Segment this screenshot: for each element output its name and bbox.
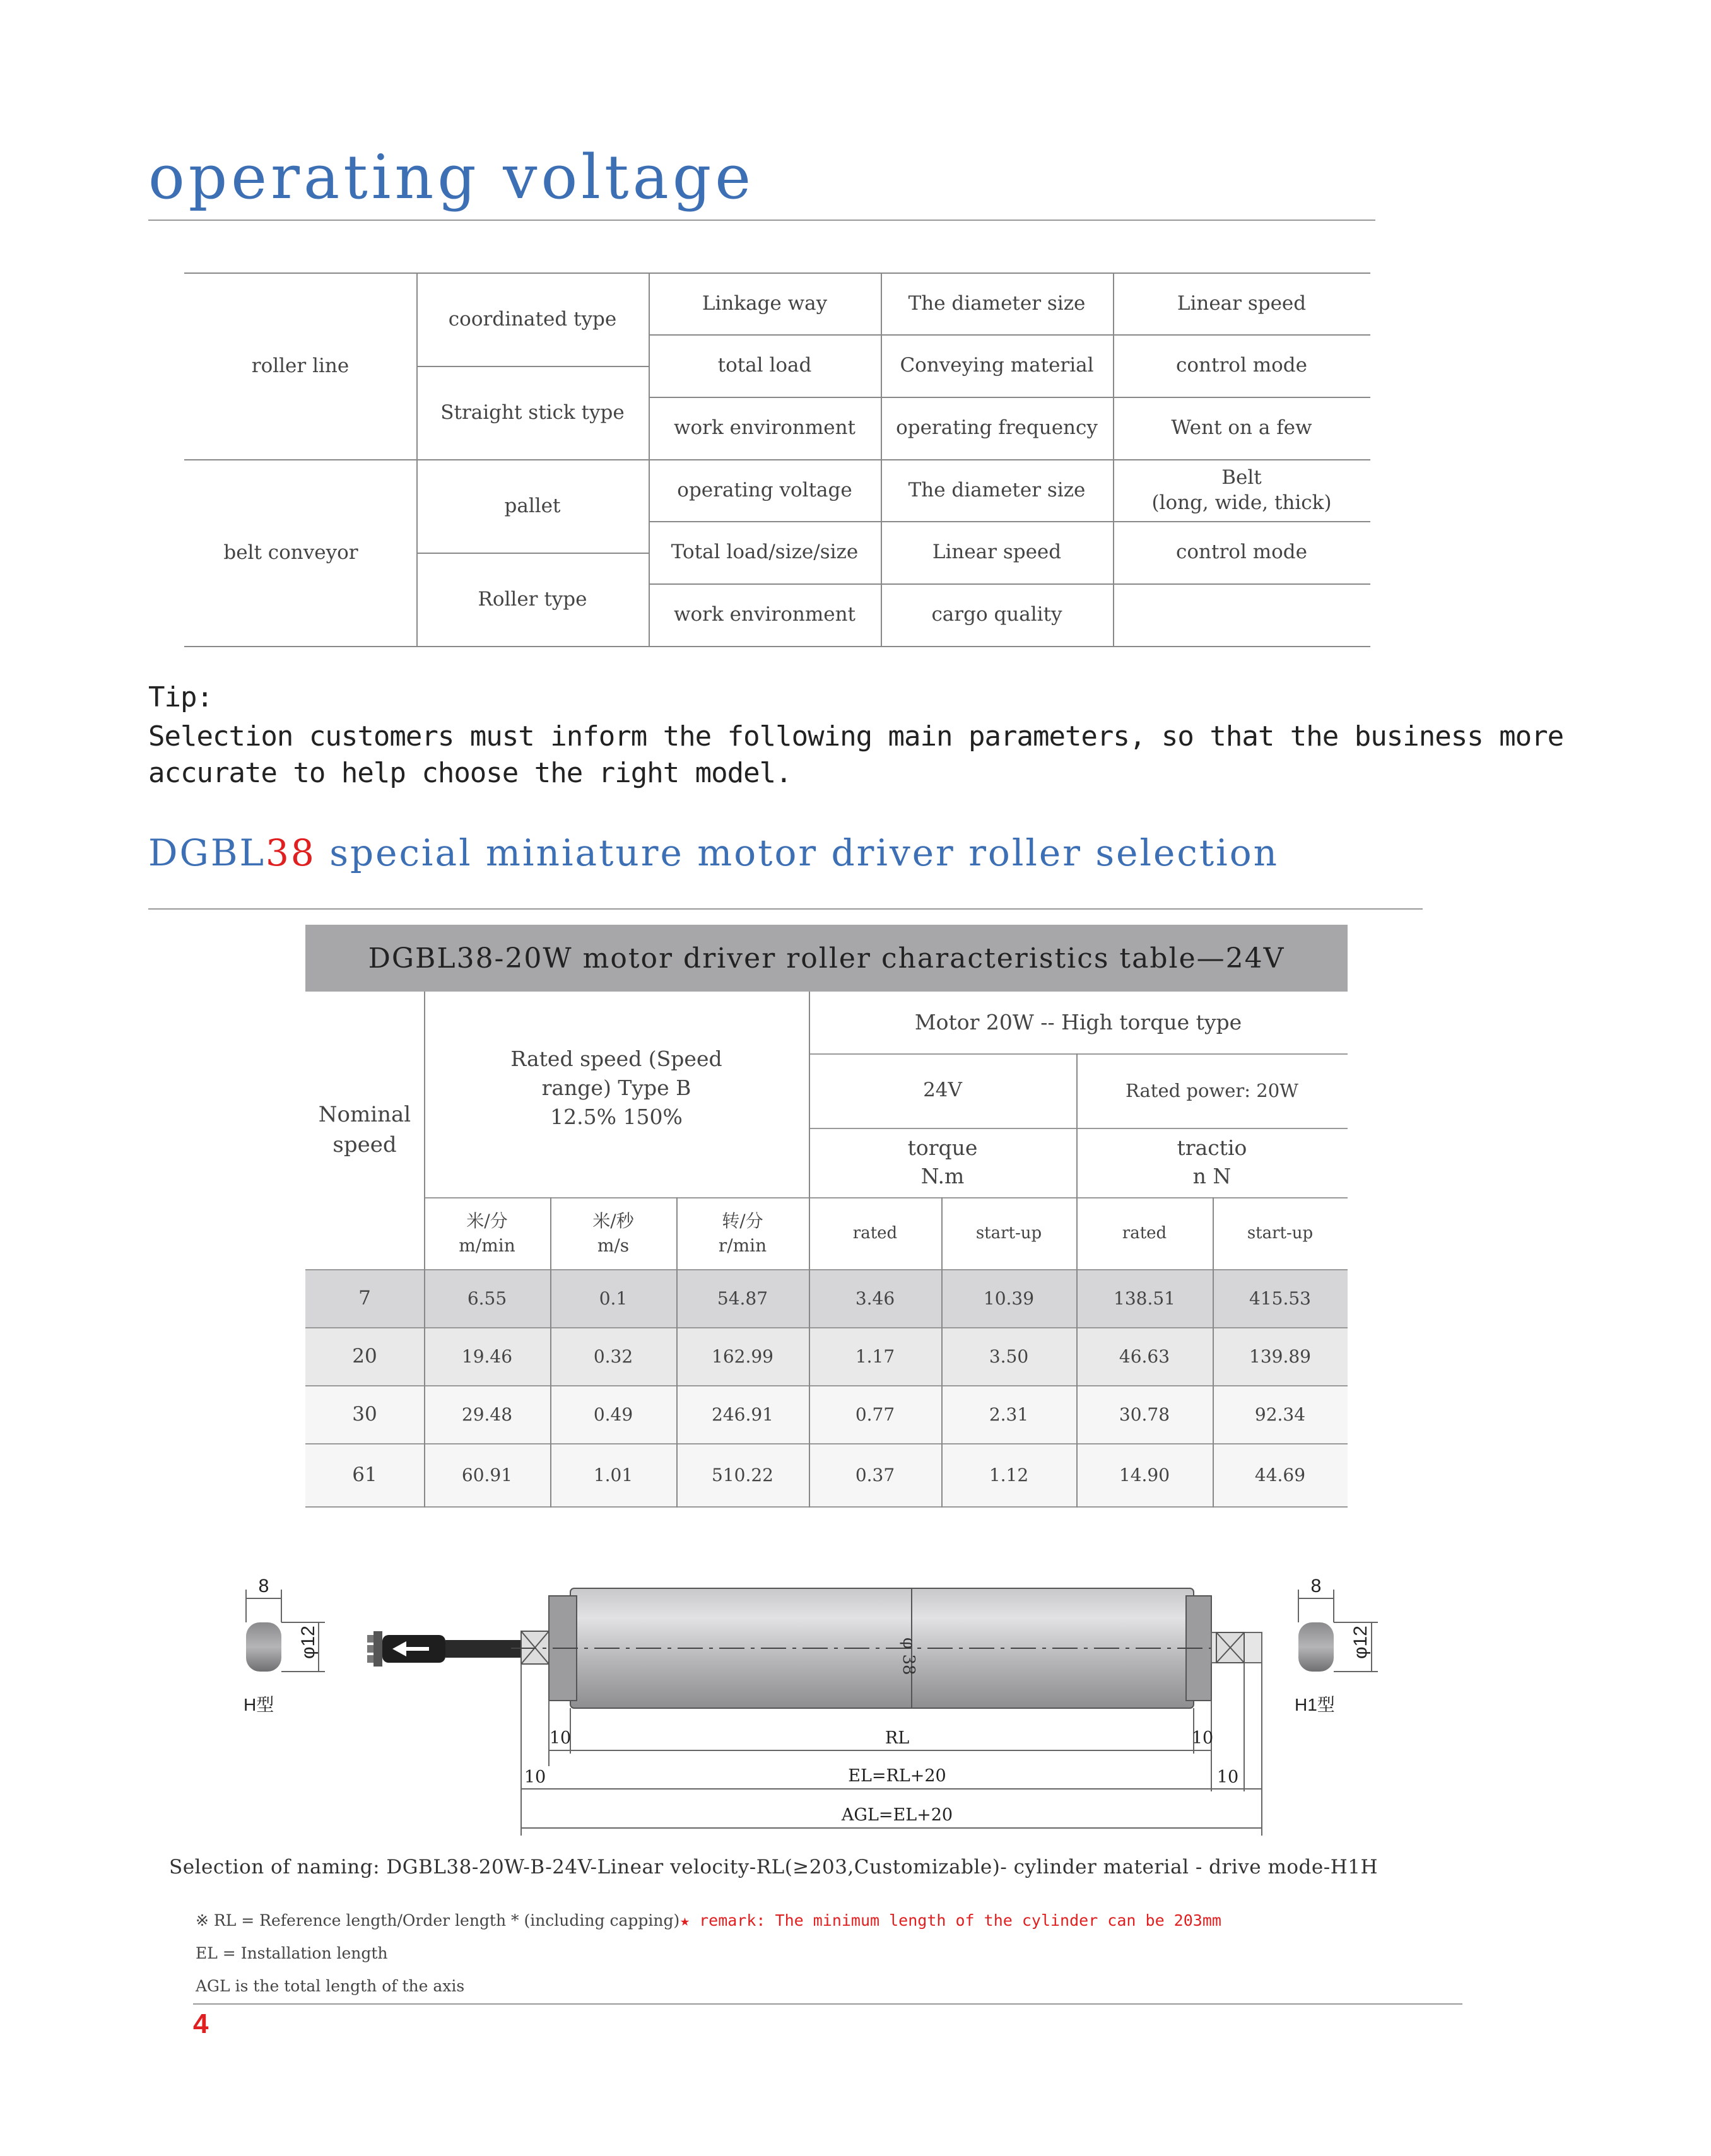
- table-cell: 0.32: [593, 1346, 633, 1368]
- category-belt-conveyor: belt conveyor: [223, 541, 358, 564]
- page-number: 4: [193, 2008, 209, 2039]
- param-cell: The diameter size: [908, 291, 1086, 315]
- table-cell: 139.89: [1249, 1346, 1311, 1368]
- type-straight-stick: Straight stick type: [440, 401, 625, 424]
- torque-startup-header: start-up: [975, 1223, 1042, 1243]
- param-cell: Total load/size/size: [671, 541, 859, 564]
- voltage-header: 24V: [923, 1079, 962, 1102]
- cable: [445, 1640, 521, 1658]
- param-cell: control mode: [1176, 354, 1307, 377]
- dim-rl: RL: [885, 1728, 910, 1748]
- table-cell: 0.49: [593, 1404, 633, 1426]
- right-end-width: 8: [1310, 1576, 1322, 1596]
- table-cell: 138.51: [1114, 1288, 1175, 1309]
- dim-agl: AGL=EL+20: [841, 1805, 953, 1825]
- dim-right-10-upper: 10: [1191, 1728, 1214, 1748]
- dim-left-10-lower: 10: [524, 1767, 546, 1787]
- left-end-width: 8: [258, 1576, 269, 1596]
- type-coordinated: coordinated type: [448, 307, 617, 331]
- table-cell: 10.39: [983, 1288, 1035, 1309]
- nominal-speed-cell: 20: [352, 1345, 377, 1368]
- table-cell: 19.46: [461, 1346, 513, 1368]
- table-cell: 0.77: [855, 1404, 895, 1426]
- right-end-diameter: φ12: [1350, 1626, 1371, 1659]
- roller-diagram: [189, 1564, 1451, 1842]
- table-cell: 14.90: [1119, 1465, 1170, 1486]
- selection-parameters-table: [184, 272, 1370, 647]
- table-cell: 60.91: [461, 1465, 513, 1486]
- unit-header-m-s: [550, 1197, 676, 1269]
- dim-right-10-lower: 10: [1216, 1767, 1239, 1787]
- page-title: operating voltage: [148, 142, 755, 213]
- param-cell: operating voltage: [677, 478, 852, 501]
- param-cell: The diameter size: [908, 478, 1086, 501]
- unit-zh: 米/分: [466, 1210, 508, 1231]
- unit-zh: 米/秒: [592, 1210, 634, 1231]
- param-cell: work environment: [673, 416, 856, 440]
- param-cell: [1113, 583, 1370, 646]
- unit-en: m/min: [459, 1235, 515, 1256]
- note-rl: ※ RL = Reference length/Order length * (including capping): [196, 1911, 680, 1930]
- nominal-speed-cell: 61: [352, 1463, 377, 1487]
- note-remark: ★ remark: The minimum length of the cylinder can be 203mm: [680, 1911, 1221, 1930]
- right-end-label: H1型: [1295, 1695, 1335, 1714]
- tube-diameter: φ 38: [899, 1638, 918, 1675]
- left-end-shape: [246, 1622, 281, 1672]
- unit-en: r/min: [718, 1235, 767, 1256]
- param-cell: Went on a few: [1171, 416, 1312, 440]
- table-cell: 92.34: [1254, 1404, 1306, 1426]
- param-cell: work environment: [673, 603, 856, 626]
- nominal-speed-cell: 30: [352, 1403, 377, 1426]
- tip-line-1: Selection customers must inform the following main parameters, so that the business more: [148, 720, 1564, 753]
- title-divider: [148, 220, 1375, 221]
- left-end-view: [244, 1576, 325, 1714]
- table-title: DGBL38-20W motor driver roller characteristics table—24V: [305, 925, 1348, 992]
- table-cell: 415.53: [1249, 1288, 1311, 1309]
- table-cell: 246.91: [712, 1404, 773, 1426]
- param-cell: Linkage way: [702, 291, 828, 315]
- motor-header: Motor 20W -- High torque type: [914, 1009, 1242, 1034]
- table-cell: 29.48: [461, 1404, 513, 1426]
- traction-header: tractio n N: [1177, 1135, 1247, 1188]
- naming-rule: Selection of naming: DGBL38-20W-B-24V-Linear velocity-RL(≥203,Customizable)- cylinder material - drive mode-H1H: [169, 1856, 1378, 1878]
- table-cell: 1.17: [855, 1346, 895, 1368]
- table-cell: 46.63: [1119, 1346, 1170, 1368]
- table-cell: 6.55: [467, 1288, 507, 1309]
- left-end-diameter: φ12: [298, 1626, 319, 1659]
- tip-line-2: accurate to help choose the right model.: [148, 757, 792, 789]
- table-cell: 2.31: [989, 1404, 1029, 1426]
- section-title-prefix: DGBL: [148, 831, 266, 874]
- param-cell: operating frequency: [896, 416, 1098, 440]
- unit-header-m-min: [424, 1197, 550, 1269]
- param-cell: Belt (long, wide, thick): [1151, 466, 1332, 514]
- torque-header: torque N.m: [907, 1135, 978, 1188]
- right-end-view: [1295, 1576, 1378, 1714]
- category-roller-line: roller line: [251, 354, 350, 377]
- section-title-number: 38: [265, 831, 316, 874]
- table-cell: 54.87: [717, 1288, 768, 1309]
- note-agl: AGL is the total length of the axis: [196, 1977, 465, 1995]
- table-cell: 0.1: [599, 1288, 628, 1309]
- section-divider: [148, 908, 1423, 910]
- note-el: EL = Installation length: [196, 1944, 388, 1962]
- cable-connector: [367, 1631, 521, 1667]
- table-cell: 0.37: [855, 1465, 895, 1486]
- table-cell: 162.99: [712, 1346, 773, 1368]
- param-cell: Linear speed: [932, 541, 1062, 564]
- type-roller: Roller type: [478, 587, 587, 611]
- tip-label: Tip:: [148, 681, 213, 713]
- footer-divider: [193, 2003, 1462, 2005]
- table-cell: 1.12: [989, 1465, 1029, 1486]
- rated-power-header: Rated power: 20W: [1126, 1079, 1298, 1101]
- right-end-shape: [1298, 1622, 1334, 1672]
- unit-en: m/s: [597, 1235, 630, 1256]
- dim-left-10-upper: 10: [549, 1728, 572, 1748]
- unit-header-r-min: [676, 1197, 809, 1269]
- table-cell: 30.78: [1119, 1404, 1170, 1426]
- traction-startup-header: start-up: [1247, 1223, 1314, 1243]
- table-cell: 3.46: [855, 1288, 895, 1309]
- nominal-speed-cell: 7: [358, 1287, 371, 1310]
- param-cell: total load: [717, 354, 812, 377]
- table-cell: 3.50: [989, 1346, 1029, 1368]
- table-cell: 510.22: [712, 1465, 773, 1486]
- param-cell: Conveying material: [900, 354, 1094, 377]
- type-pallet: pallet: [504, 494, 561, 517]
- rated-speed-header: Rated speed (Speed range) Type B 12.5% 150%: [510, 1046, 722, 1130]
- section-title: [148, 831, 1279, 874]
- param-cell: cargo quality: [931, 603, 1062, 626]
- dim-el: EL=RL+20: [848, 1766, 946, 1786]
- torque-rated-header: rated: [852, 1223, 898, 1243]
- left-end-label: H型: [244, 1695, 274, 1714]
- table-cell: 44.69: [1254, 1465, 1306, 1486]
- param-cell: Linear speed: [1177, 291, 1307, 315]
- section-title-rest: special miniature motor driver roller selection: [315, 831, 1279, 874]
- param-cell: control mode: [1176, 541, 1307, 564]
- traction-rated-header: rated: [1122, 1223, 1167, 1243]
- nominal-speed-header: Nominal speed: [318, 1102, 411, 1157]
- table-cell: 1.01: [593, 1465, 633, 1486]
- unit-zh: 转/分: [722, 1210, 763, 1231]
